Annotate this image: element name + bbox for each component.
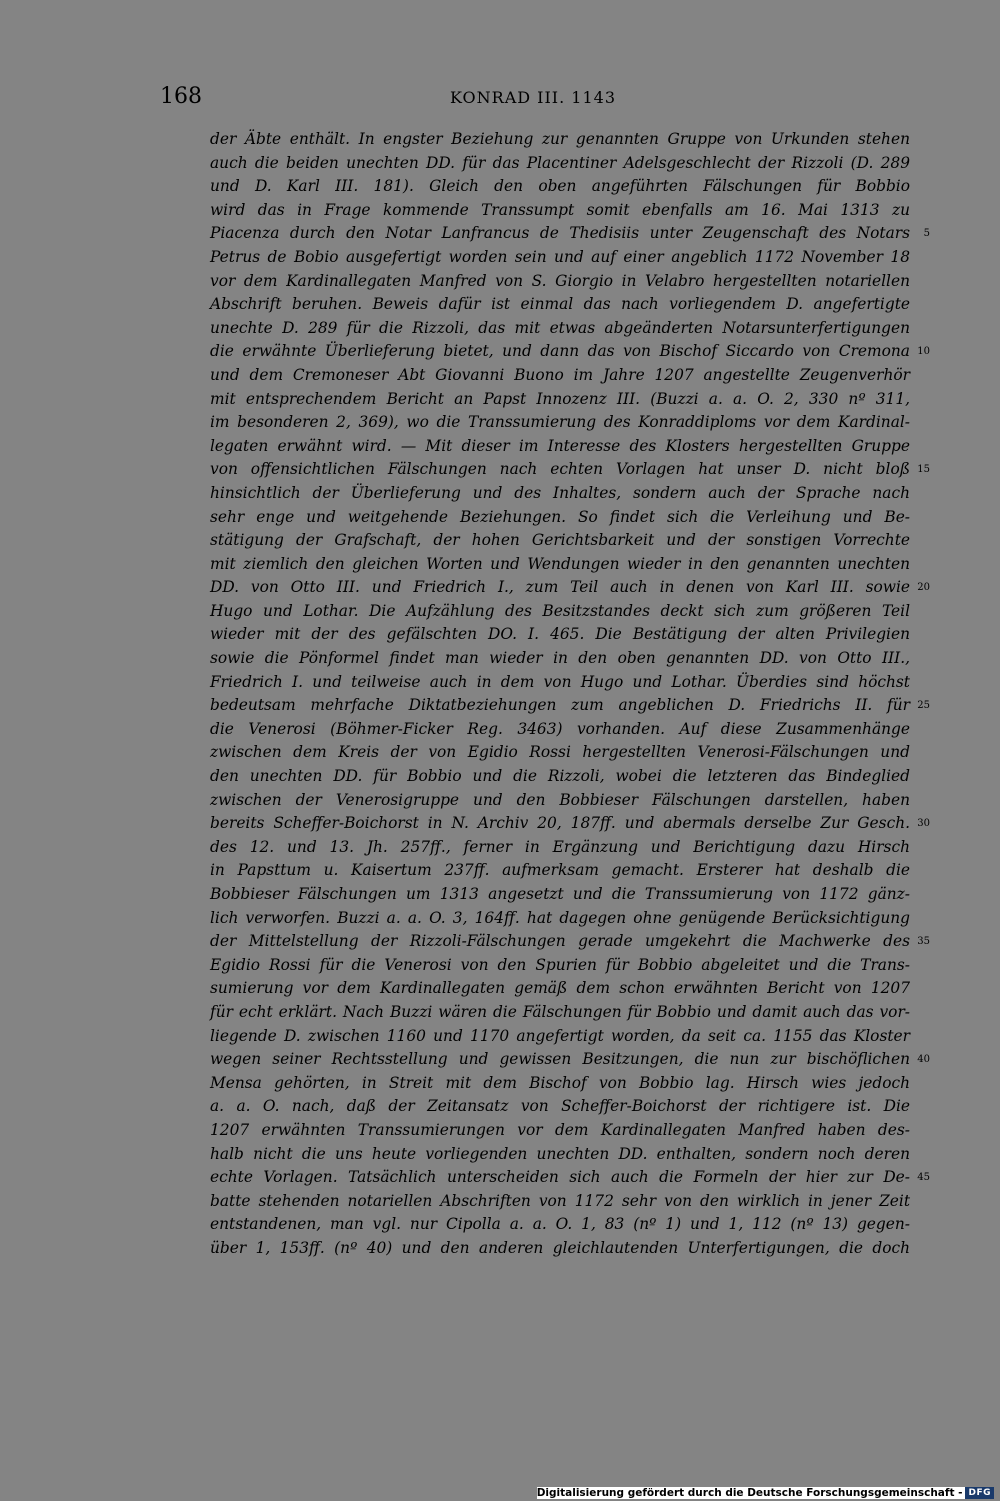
line-text: Mensa gehörten, in Streit mit dem Bischof von Bobbio lag. Hirsch wies jedoch [210, 1073, 910, 1092]
line-text: sumierung vor dem Kardinallegaten gemäß dem schon erwähnten Bericht von 1207 [210, 979, 910, 998]
text-line [210, 600, 910, 624]
line-text: entstandenen, man vgl. nur Cipolla a. a. O. 1, 83 (nº 1) und 1, 112 (nº 13) gegen- [210, 1215, 910, 1234]
text-line [210, 765, 910, 789]
line-text: für echt erklärt. Nach Buzzi wären die Fälschungen für Bobbio und damit auch das vor- [210, 1002, 910, 1021]
line-text: im besonderen 2, 369), wo die Transsumierung des Konraddiploms vor dem Kardinal- [210, 413, 910, 432]
text-line [210, 1048, 930, 1072]
line-text: Hugo und Lothar. Die Aufzählung des Besitzstandes deckt sich zum größeren Teil [210, 601, 910, 620]
line-text: der Mittelstellung der Rizzoli-Fälschungen gerade umgekehrt die Machwerke des [210, 932, 910, 951]
text-line [210, 388, 910, 412]
line-number: 35 [917, 936, 930, 948]
text-line [210, 741, 910, 765]
line-text: den unechten DD. für Bobbio und die Rizzoli, wobei die letzteren das Bindeglied [210, 767, 910, 786]
text-line [210, 175, 910, 199]
line-text: Egidio Rossi für die Venerosi von den Spurien für Bobbio abgeleitet und die Trans- [210, 955, 910, 974]
line-text: des 12. und 13. Jh. 257ff., ferner in Ergänzung und Berichtigung dazu Hirsch [210, 837, 910, 856]
text-line [210, 907, 910, 931]
text-line [210, 222, 930, 246]
line-text: a. a. O. nach, daß der Zeitansatz von Scheffer-Boichorst der richtigere ist. Die [210, 1097, 910, 1116]
text-line [210, 364, 910, 388]
text-line [210, 859, 910, 883]
text-line [210, 1190, 910, 1214]
line-text: Abschrift beruhen. Beweis dafür ist einmal das nach vorliegendem D. angefertigte [210, 295, 910, 314]
text-line [210, 1001, 910, 1025]
line-text: liegende D. zwischen 1160 und 1170 angefertigt worden, da seit ca. 1155 das Kloster [210, 1026, 910, 1045]
line-text: zwischen der Venerosigruppe und den Bobbieser Fälschungen darstellen, haben [210, 790, 910, 809]
line-number: 10 [917, 346, 930, 358]
running-head: KONRAD III. 1143 [450, 88, 617, 107]
text-line [210, 836, 910, 860]
line-text: der Äbte enthält. In engster Beziehung zur genannten Gruppe von Urkunden stehen [210, 130, 910, 148]
dfg-logo-icon: DFG [965, 1487, 994, 1499]
text-line [210, 576, 930, 600]
text-line [210, 1166, 930, 1190]
text-line [210, 270, 910, 294]
text-line [210, 1095, 910, 1119]
line-text: mit ziemlich den gleichen Worten und Wendungen wieder in den genannten unechten [210, 554, 910, 573]
text-line [210, 883, 910, 907]
line-text: halb nicht die uns heute vorliegenden unechten DD. enthalten, sondern noch deren [210, 1144, 910, 1163]
line-text: wegen seiner Rechtsstellung und gewissen Besitzungen, die nun zur bischöflichen [210, 1050, 910, 1069]
line-text: sowie die Pönformel findet man wieder in den oben genannten DD. von Otto III., [210, 649, 910, 668]
text-line [210, 458, 930, 482]
line-number: 40 [917, 1054, 930, 1066]
page-header [160, 84, 900, 114]
text-line [210, 506, 910, 530]
text-line [210, 671, 910, 695]
text-line [210, 1237, 910, 1261]
line-text: wird das in Frage kommende Transsumpt somit ebenfalls am 16. Mai 1313 zu [210, 200, 910, 219]
line-text: bereits Scheffer-Boichorst in N. Archiv 20, 187ff. und abermals derselbe Zur Gesch. [210, 814, 910, 833]
text-line [210, 623, 910, 647]
line-text: lich verworfen. Buzzi a. a. O. 3, 164ff. hat dagegen ohne genügende Berücksichtigung [210, 908, 910, 927]
text-line [210, 977, 910, 1001]
text-line [210, 930, 930, 954]
footer-text: Digitalisierung gefördert durch die Deutsche Forschungsgemeinschaft - [536, 1487, 963, 1499]
text-line [210, 1025, 910, 1049]
text-line [210, 1143, 910, 1167]
text-line [210, 1072, 910, 1096]
line-text: über 1, 153ff. (nº 40) und den anderen gleichlautenden Unterfertigungen, die doch [210, 1238, 910, 1257]
text-line [210, 317, 910, 341]
line-number: 20 [917, 582, 930, 594]
line-text: Petrus de Bobio ausgefertigt worden sein und auf einer angeblich 1172 November 18 [210, 247, 910, 266]
line-number: 15 [917, 464, 930, 476]
line-text: echte Vorlagen. Tatsächlich unterscheiden sich auch die Formeln der hier zur De- [210, 1168, 910, 1187]
line-number: 45 [917, 1172, 930, 1184]
line-text: auch die beiden unechten DD. für das Placentiner Adelsgeschlecht der Rizzoli (D. 289 [210, 153, 910, 172]
line-text: Friedrich I. und teilweise auch in dem von Hugo und Lothar. Überdies sind höchst [210, 672, 910, 691]
line-text: hinsichtlich der Überlieferung und des Inhaltes, sondern auch der Sprache nach [210, 483, 910, 502]
text-line [210, 553, 910, 577]
text-line [210, 1213, 910, 1237]
line-number: 25 [917, 700, 930, 712]
line-text: von offensichtlichen Fälschungen nach echten Vorlagen hat unser D. nicht bloß [210, 460, 910, 479]
text-line [210, 529, 910, 553]
text-line [210, 718, 910, 742]
line-text: bedeutsam mehrfache Diktatbeziehungen zum angeblichen D. Friedrichs II. für [210, 696, 910, 715]
line-text: mit entsprechendem Bericht an Papst Innozenz III. (Buzzi a. a. O. 2, 330 nº 311, [210, 389, 910, 408]
line-text: zwischen dem Kreis der von Egidio Rossi hergestellten Venerosi-Fälschungen und [210, 743, 910, 762]
line-text: sehr enge und weitgehende Beziehungen. So findet sich die Verleihung und Be- [210, 507, 910, 526]
text-line [210, 647, 910, 671]
page-number: 168 [160, 84, 202, 109]
line-text: und dem Cremoneser Abt Giovanni Buono im Jahre 1207 angestellte Zeugenverhör [210, 365, 910, 384]
text-line [210, 411, 910, 435]
text-line [210, 199, 910, 223]
line-text: unechte D. 289 für die Rizzoli, das mit etwas abgeänderten Notarsunterfertigungen [210, 318, 910, 337]
line-text: stätigung der Grafschaft, der hohen Gerichtsbarkeit und der sonstigen Vorrechte [210, 531, 910, 550]
text-line [210, 954, 910, 978]
line-text: Bobbieser Fälschungen um 1313 angesetzt und die Transsumierung von 1172 gänz- [210, 885, 910, 903]
text-line [210, 246, 910, 270]
line-text: DD. von Otto III. und Friedrich I., zum Teil auch in denen von Karl III. sowie [210, 578, 910, 597]
text-line [210, 789, 910, 813]
line-text: die erwähnte Überlieferung bietet, und dann das von Bischof Siccardo von Cremona [210, 342, 910, 361]
body-text [210, 128, 930, 1261]
line-text: in Papsttum u. Kaisertum 237ff. aufmerksam gemacht. Ersterer hat deshalb die [210, 861, 910, 880]
line-text: die Venerosi (Böhmer-Ficker Reg. 3463) vorhanden. Auf diese Zusammenhänge [210, 719, 910, 738]
line-text: legaten erwähnt wird. — Mit dieser im Interesse des Klosters hergestellten Gruppe [210, 436, 910, 455]
line-text: batte stehenden notariellen Abschriften von 1172 sehr von den wirklich in jener Zeit [210, 1191, 910, 1210]
line-number: 5 [923, 228, 930, 240]
text-line [210, 152, 910, 176]
line-text: 1207 erwähnten Transsumierungen vor dem Kardinallegaten Manfred haben des- [210, 1120, 910, 1139]
line-text: wieder mit der des gefälschten DO. I. 465. Die Bestätigung der alten Privilegien [210, 625, 910, 644]
text-line [210, 128, 910, 152]
text-line [210, 435, 910, 459]
text-line [210, 293, 910, 317]
line-number: 30 [917, 818, 930, 830]
text-line [210, 812, 930, 836]
text-line [210, 694, 930, 718]
text-line [210, 340, 930, 364]
line-text: und D. Karl III. 181). Gleich den oben angeführten Fälschungen für Bobbio [210, 177, 910, 196]
line-text: vor dem Kardinallegaten Manfred von S. Giorgio in Velabro hergestellten notariellen [210, 271, 910, 290]
text-line [210, 482, 910, 506]
text-line [210, 1119, 910, 1143]
footer-credit [537, 1487, 994, 1499]
line-text: Piacenza durch den Notar Lanfrancus de Thedisiis unter Zeugenschaft des Notars [210, 224, 910, 243]
